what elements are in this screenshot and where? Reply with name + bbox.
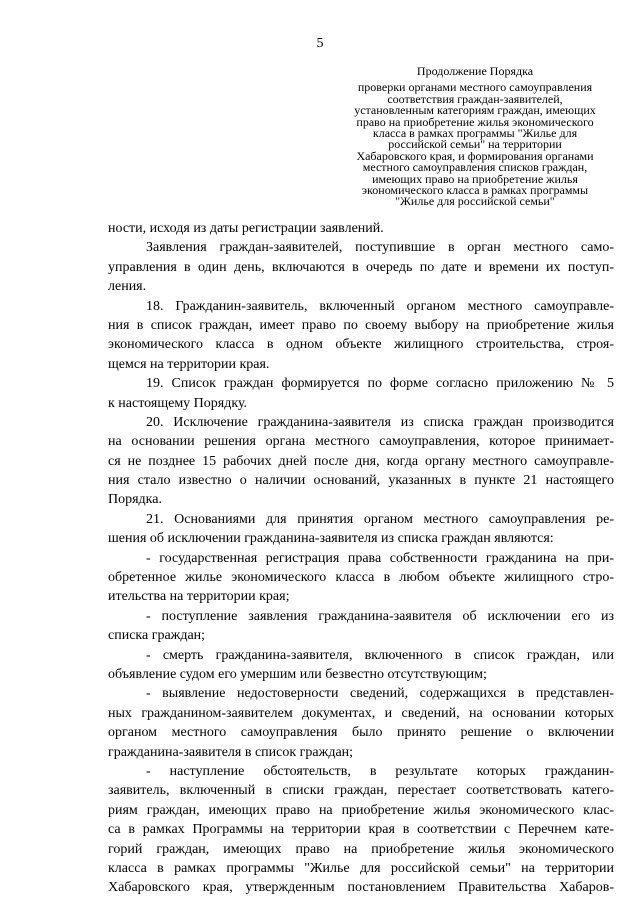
header-line: местного самоуправления списков граждан, (362, 160, 588, 175)
body-line: на основании решения органа местного самоуправления, которое принимает- (108, 434, 614, 450)
body-line: - поступление заявления гражданина-заявителя об исключении его из (146, 608, 614, 624)
body-line: ния стало известно о наличии оснований, указанных в пункте 21 настоящего (108, 473, 614, 489)
header-line: "Жилье для российской семьи" (395, 194, 555, 209)
body-line: ления. (108, 279, 147, 295)
page-number: 5 (316, 36, 324, 51)
body-line: органом местного самоуправления было принято решение о включении (108, 725, 614, 741)
body-line: 19. Список граждан формируется по форме согласно приложению № 5 (146, 376, 614, 392)
body-text (108, 219, 614, 898)
header-line: российской семьи" на территории (388, 137, 562, 152)
body-line: шения об исключении гражданина-заявителя из списка граждан являются: (108, 531, 554, 547)
body-line: риям граждан, имеющих право на приобретение жилья экономического клас- (108, 802, 614, 818)
body-line: 21. Основаниями для принятия органом местного самоуправления ре- (146, 511, 614, 527)
body-line: - наступление обстоятельств, в результате которых гражданин- (146, 763, 614, 779)
body-line: 20. Исключение гражданина-заявителя из списка граждан производится (146, 414, 614, 430)
body-line: Заявления граждан-заявителей, поступившие в орган местного само- (146, 240, 614, 256)
body-line: ительства на территории края; (108, 589, 290, 605)
body-line: Порядка. (108, 492, 162, 508)
appendix-header (330, 66, 620, 208)
body-line: 18. Гражданин-заявитель, включенный органом местного самоуправле- (146, 298, 614, 314)
body-line: Хабаровского края, утвержденным постановлением Правительства Хабаров- (108, 880, 614, 896)
body-line: управления в один день, включаются в очередь по дате и времени их поступ- (108, 259, 614, 275)
body-line: - государственная регистрация права собственности гражданина на при- (146, 550, 614, 566)
header-line: Хабаровского края, и формирования органами (356, 148, 594, 163)
header-line: имеющих право на приобретение жилья (372, 171, 578, 186)
body-line: класса в рамках программы "Жилье для российской семьи" на территории (108, 860, 614, 876)
body-line: экономического класса в одном объекте жилищного строительства, строя- (108, 337, 614, 353)
header-line: соответствия граждан-заявителей, (387, 91, 563, 106)
body-line: ных гражданином-заявителем документах, и сведений, на основании которых (108, 705, 614, 721)
body-line: ности, исходя из даты регистрации заявлений. (108, 221, 384, 236)
body-line: горий граждан, имеющих право на приобретение жилья экономического (108, 841, 614, 857)
body-line: са в рамках Программы на территории края в соответствии с Перечнем кате- (108, 822, 614, 838)
body-line: обретенное жилье экономического класса в любом объекте жилищного стро- (108, 570, 614, 586)
header-line: право на приобретение жилья экономического (356, 114, 594, 129)
body-line: щемся на территории края. (108, 356, 270, 372)
header-caption: Продолжение Порядка (416, 64, 534, 78)
header-line: проверки органами местного самоуправления (357, 80, 593, 95)
body-line: к настоящему Порядку. (108, 395, 248, 411)
body-line: гражданина-заявителя в список граждан; (108, 744, 354, 760)
body-line: - смерть гражданина-заявителя, включенного в список граждан, или (146, 647, 614, 663)
body-line: заявитель, включенный в списки граждан, перестает соответствовать катего- (108, 783, 614, 799)
header-line: установленным категориям граждан, имеющих (354, 103, 596, 118)
body-line: - выявление недостоверности сведений, содержащихся в представлен- (146, 686, 614, 702)
body-line: ния в список граждан, имеет право по своему выбору на приобретение жилья (108, 317, 614, 333)
body-line: объявление судом его умершим или безвестно отсутствующим; (108, 666, 487, 682)
body-line: списка граждан; (108, 628, 206, 644)
header-line: экономического класса в рамках программы (361, 183, 589, 198)
header-line: класса в рамках программы "Жилье для (372, 126, 578, 141)
body-line: ся не позднее 15 рабочих дней после дня, когда органу местного самоуправле- (108, 453, 614, 469)
